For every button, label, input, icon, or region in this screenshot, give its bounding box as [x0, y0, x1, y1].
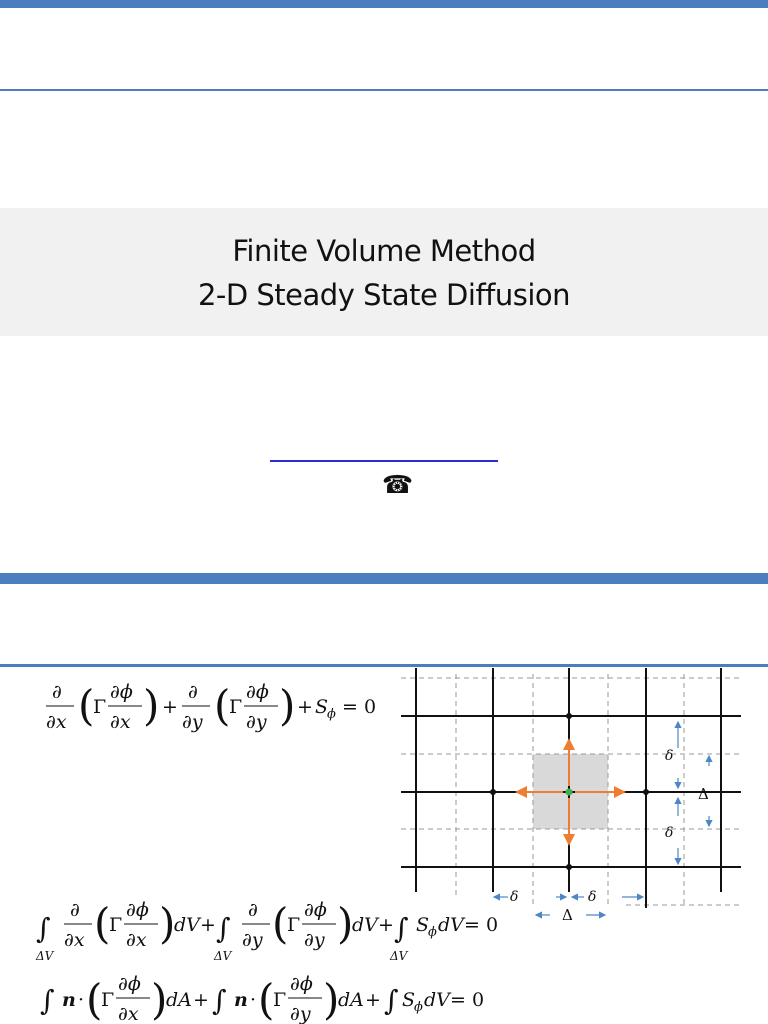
svg-text:∂x: ∂x	[46, 711, 67, 733]
svg-text:dA: dA	[166, 989, 192, 1011]
Delta-label-horizontal: Δ	[562, 906, 573, 924]
svg-text:ϕ: ϕ	[327, 707, 336, 722]
node-east	[643, 789, 649, 795]
control-volume-grid-diagram	[396, 668, 768, 924]
slide-title-line2: 2-D Steady State Diffusion	[197, 278, 571, 312]
svg-text:Γ: Γ	[109, 914, 123, 936]
svg-text:dA: dA	[338, 989, 364, 1011]
svg-text:+: +	[162, 696, 178, 718]
svg-text:∫: ∫	[212, 984, 227, 1017]
svg-text:(: (	[272, 899, 289, 948]
svg-text:∂x: ∂x	[126, 929, 147, 951]
svg-text:(: (	[258, 975, 275, 1024]
svg-text:∂: ∂	[52, 681, 62, 703]
svg-text:∫: ∫	[384, 984, 399, 1017]
svg-text:∂x: ∂x	[118, 1003, 139, 1024]
surface-integral-equation	[38, 968, 518, 1024]
svg-text:= 0: = 0	[450, 989, 485, 1011]
svg-text:): )	[279, 681, 296, 730]
svg-text:= 0: = 0	[342, 696, 377, 718]
node-south	[566, 864, 572, 870]
svg-text:∂ϕ: ∂ϕ	[304, 899, 327, 921]
svg-text:): )	[159, 899, 176, 948]
node-north	[566, 713, 572, 719]
delta-label-horizontal-right: δ	[588, 889, 597, 905]
svg-text:∫: ∫	[36, 912, 51, 945]
delta-label-vertical-upper: δ	[665, 748, 674, 764]
svg-text:∂y: ∂y	[290, 1003, 311, 1024]
node-center	[566, 789, 573, 796]
svg-text:∂y: ∂y	[182, 711, 203, 733]
delta-label-horizontal-left: δ	[510, 889, 519, 905]
svg-text:∂y: ∂y	[304, 929, 325, 951]
svg-text:n: n	[62, 989, 76, 1011]
svg-text:ϕ: ϕ	[428, 925, 437, 940]
telephone-icon: ☎	[382, 470, 414, 499]
svg-text:S: S	[315, 696, 329, 718]
pde-equation	[40, 676, 390, 742]
svg-text:(: (	[78, 681, 95, 730]
svg-text:∫: ∫	[40, 984, 55, 1017]
svg-text:+: +	[297, 696, 313, 718]
svg-text:): )	[337, 899, 354, 948]
svg-text:Γ: Γ	[273, 989, 287, 1011]
svg-text:= 0: = 0	[464, 914, 499, 936]
svg-text:∫: ∫	[394, 912, 409, 945]
svg-text:Γ: Γ	[287, 914, 301, 936]
svg-text:S: S	[402, 989, 416, 1011]
header-divider	[0, 89, 768, 91]
svg-text:∂y: ∂y	[246, 711, 267, 733]
svg-text:∂: ∂	[248, 899, 258, 921]
svg-text:∂: ∂	[188, 681, 198, 703]
svg-text:+: +	[200, 914, 216, 936]
delta-label-vertical-lower: δ	[665, 825, 674, 841]
svg-text:): )	[151, 975, 168, 1024]
svg-text:∂ϕ: ∂ϕ	[110, 681, 133, 703]
node-west	[490, 789, 496, 795]
email-link-underline[interactable]	[270, 460, 498, 462]
svg-text:): )	[143, 681, 160, 730]
slide2-header-divider	[0, 664, 768, 667]
svg-text:Γ: Γ	[229, 696, 243, 718]
Delta-label-vertical: Δ	[698, 785, 709, 803]
svg-text:∂ϕ: ∂ϕ	[126, 899, 149, 921]
svg-text:∫: ∫	[216, 912, 231, 945]
svg-text:): )	[323, 975, 340, 1024]
svg-text:ΔV: ΔV	[214, 949, 232, 963]
title-band	[0, 208, 768, 336]
svg-text:+: +	[193, 989, 209, 1011]
slide-title-line1: Finite Volume Method	[232, 234, 536, 268]
svg-text:dV: dV	[438, 914, 464, 936]
svg-text:∂x: ∂x	[110, 711, 131, 733]
svg-text:∂ϕ: ∂ϕ	[246, 681, 269, 703]
svg-text:+: +	[378, 914, 394, 936]
svg-text:∂y: ∂y	[242, 929, 263, 951]
svg-text:(: (	[94, 899, 111, 948]
slide-separator-bar	[0, 573, 768, 584]
svg-text:·: ·	[78, 989, 85, 1011]
svg-text:·: ·	[250, 989, 257, 1011]
svg-text:ΔV: ΔV	[36, 949, 54, 963]
svg-text:dV: dV	[352, 914, 378, 936]
svg-text:∂ϕ: ∂ϕ	[118, 973, 141, 995]
svg-text:+: +	[365, 989, 381, 1011]
svg-text:dV: dV	[174, 914, 200, 936]
svg-text:∂x: ∂x	[64, 929, 85, 951]
svg-text:Γ: Γ	[101, 989, 115, 1011]
svg-text:n: n	[234, 989, 248, 1011]
svg-text:Γ: Γ	[93, 696, 107, 718]
svg-text:∂: ∂	[70, 899, 80, 921]
svg-text:∂ϕ: ∂ϕ	[290, 973, 313, 995]
svg-text:ΔV: ΔV	[390, 949, 408, 963]
svg-text:dV: dV	[424, 989, 450, 1011]
top-accent-bar	[0, 0, 768, 8]
svg-text:S: S	[416, 914, 430, 936]
svg-text:ϕ: ϕ	[414, 1000, 423, 1015]
svg-text:(: (	[214, 681, 231, 730]
svg-text:(: (	[86, 975, 103, 1024]
